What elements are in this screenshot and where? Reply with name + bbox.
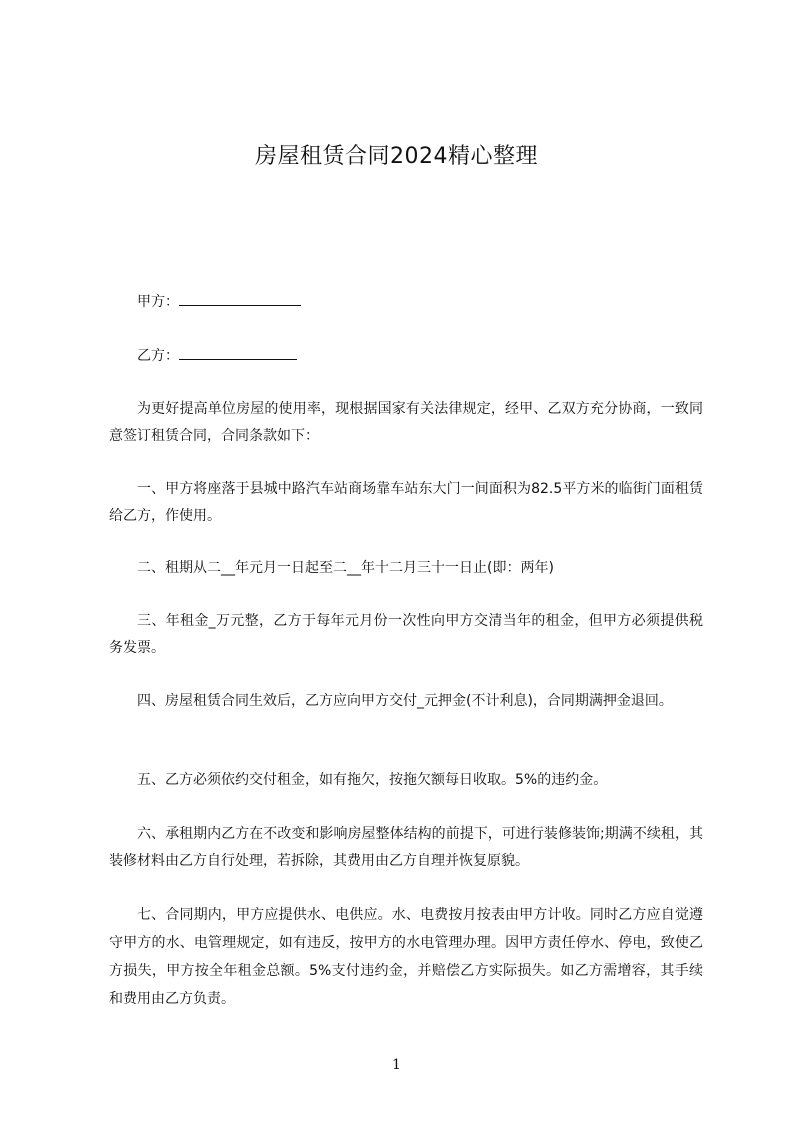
clause-1: 一、甲方将座落于县城中路汽车站商场靠车站东大门一间面积为82.5平方米的临街门面租赁给乙方，作使用。 [109, 481, 703, 524]
clause-7: 七、合同期内，甲方应提供水、电供应。水、电费按月按表由甲方计收。同时乙方应自觉遵守甲方的水、电管理规定，如有违反，按甲方的水电管理办理。因甲方责任停水、停电，致使乙方损失，甲方按全年租金总额。5%支付违约金，并赔偿乙方实际损失。如乙方需增容，其手续和费用由乙方负责。 [109, 907, 703, 1007]
clause-2: 二、租期从二__年元月一日起至二__年十二月三十一日止(即：两年) [137, 560, 554, 576]
clause-4: 四、房屋租赁合同生效后，乙方应向甲方交付_元押金(不计利息)，合同期满押金退回。 [137, 693, 673, 709]
party-b-label: 乙方： [137, 348, 179, 364]
document-title: 房屋租赁合同2024精心整理 [255, 144, 538, 169]
page-number: 1 [392, 1057, 401, 1073]
party-b-line [137, 345, 297, 366]
clause-3: 三、年租金_万元整，乙方于每年元月份一次性向甲方交清当年的租金，但甲方必须提供税务发票。 [109, 613, 703, 656]
clause-6: 六、承租期内乙方在不改变和影响房屋整体结构的前提下，可进行装修装饰;期满不续租，其装修材料由乙方自行处理，若拆除，其费用由乙方自理并恢复原貌。 [109, 826, 703, 869]
party-a-blank [179, 291, 301, 306]
intro-paragraph: 为更好提高单位房屋的使用率，现根据国家有关法律规定，经甲、乙双方充分协商，一致同意签订租赁合同，合同条款如下： [109, 401, 703, 444]
clause-5: 五、乙方必须依约交付租金，如有拖欠，按拖欠额每日收取。5%的违约金。 [137, 772, 608, 788]
party-b-blank [179, 345, 297, 360]
party-a-label: 甲方： [137, 294, 179, 310]
party-a-line [137, 291, 301, 312]
